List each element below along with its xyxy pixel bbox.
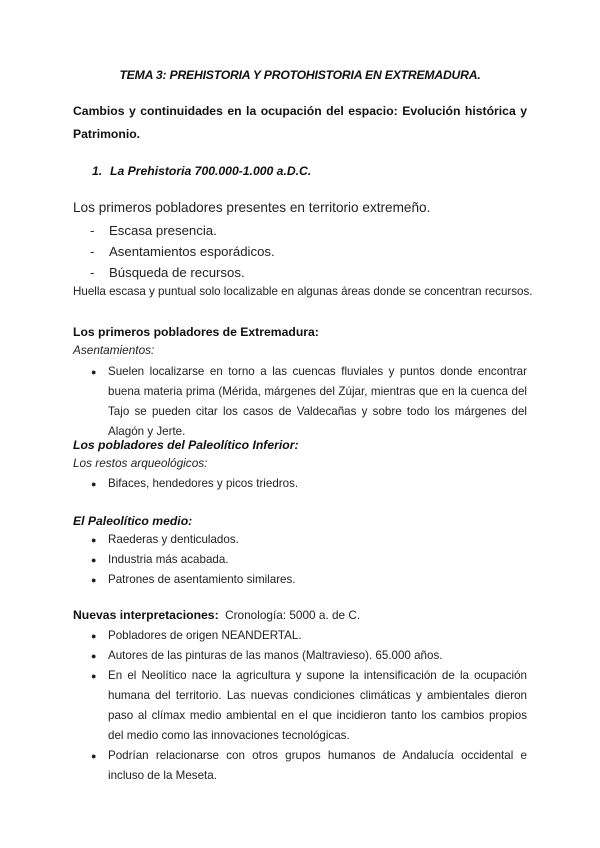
dash-list <box>90 221 275 284</box>
section-nuevas-interpretaciones <box>73 606 527 786</box>
section-heading: Los pobladores del Paleolítico Inferior: <box>73 438 299 452</box>
section-heading-prehistoria <box>92 164 311 178</box>
list-item: - Asentamientos esporádicos. <box>90 244 275 259</box>
bullet-icon: ● <box>91 671 97 681</box>
list-item: ● Suelen localizarse en torno a las cuencas fluviales y puntos donde encontrar buena materia prima (Mérida, márgenes del Zújar, mientras que en la cuenca del Tajo se pueden citar los casos de Valdecañas y sobre todo los márgenes del Alagón y Jerte. <box>73 362 527 442</box>
document-title: TEMA 3: PREHISTORIA Y PROTOHISTORIA EN EXTREMADURA. <box>119 68 481 82</box>
chronology-text: Cronología: 5000 a. de C. <box>225 608 361 622</box>
list-item: ● Podrían relacionarse con otros grupos humanos de Andalucía occidental e incluso de la Meseta. <box>73 746 527 786</box>
bullet-icon: ● <box>91 535 97 545</box>
section-heading: El Paleolítico medio: <box>73 514 193 528</box>
subtitle-line-2: Patrimonio. <box>73 127 141 141</box>
list-item: ● Patrones de asentamiento similares. <box>73 570 527 590</box>
list-item: ● En el Neolítico nace la agricultura y supone la intensificación de la ocupación humana del territorio. Las nuevas condiciones climáticas y ambientales dieron paso al clímax medio ambiental en el que incidieron tanto los cambios propios del medio como las innovaciones tecnológicas. <box>73 666 527 746</box>
section-paleolitico-inferior <box>73 436 527 494</box>
intro-paragraph: Los primeros pobladores presentes en territorio extremeño. <box>73 200 431 215</box>
bullet-icon: ● <box>91 575 97 585</box>
bullet-icon: ● <box>91 479 97 489</box>
huella-paragraph: Huella escasa y puntual solo localizable en algunas áreas donde se concentran recursos. <box>73 285 533 298</box>
list-item: ● Pobladores de origen NEANDERTAL. <box>73 626 527 646</box>
section-primeros-pobladores <box>73 323 527 442</box>
list-item: - Búsqueda de recursos. <box>90 265 245 280</box>
section-number: 1. <box>92 164 103 178</box>
list-item: ● Bifaces, hendedores y picos triedros. <box>73 474 527 494</box>
document-subtitle <box>73 100 527 146</box>
section-paleolitico-medio <box>73 512 527 590</box>
list-item: ● Industria más acabada. <box>73 550 527 570</box>
bullet-icon: ● <box>91 555 97 565</box>
bullet-icon: ● <box>91 367 97 377</box>
section-heading: Los primeros pobladores de Extremadura: <box>73 325 319 339</box>
list-item: ● Raederas y denticulados. <box>73 530 527 550</box>
list-item: - Escasa presencia. <box>90 223 217 238</box>
section-title: La Prehistoria 700.000-1.000 a.D.C. <box>110 164 312 178</box>
list-item: ● Autores de las pinturas de las manos (Maltravieso). 65.000 años. <box>73 646 527 666</box>
bullet-icon: ● <box>91 751 97 761</box>
section-heading-row <box>73 606 527 625</box>
bullet-icon: ● <box>91 651 97 661</box>
section-heading: Nuevas interpretaciones: <box>73 608 219 622</box>
subtitle-line-1: Cambios y continuidades en la ocupación del espacio: Evolución histórica y <box>73 104 527 118</box>
bullet-icon: ● <box>91 631 97 641</box>
section-subheading: Asentamientos: <box>73 343 155 357</box>
section-subheading: Los restos arqueológicos: <box>73 456 208 470</box>
